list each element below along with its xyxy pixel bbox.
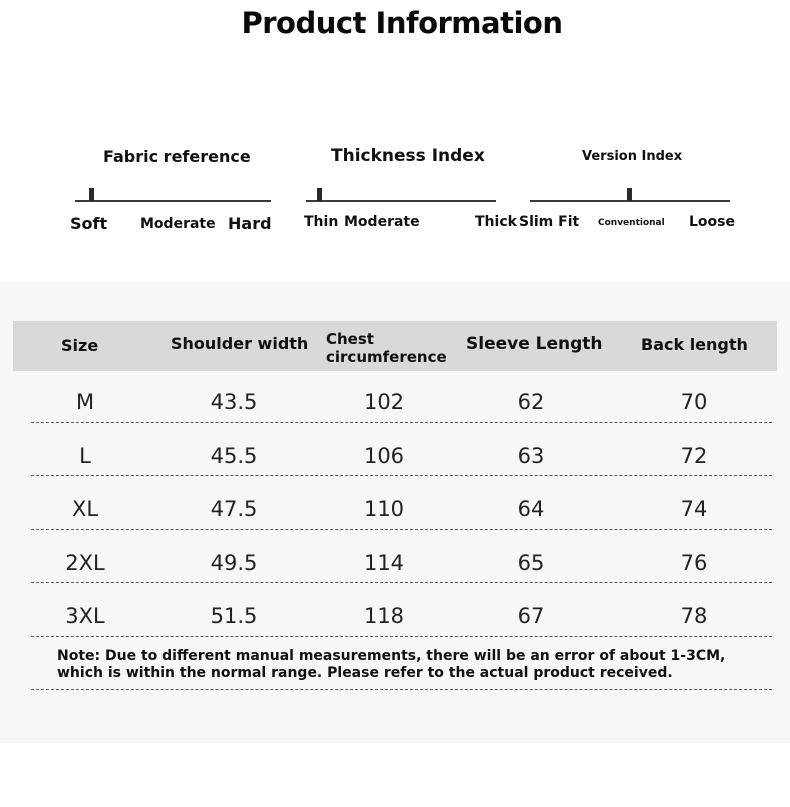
cell-shoulder: 47.5	[210, 497, 258, 521]
cell-size: XL	[71, 497, 99, 521]
cell-chest: 118	[363, 604, 405, 628]
page-title: Product Information	[241, 6, 563, 40]
cell-chest: 114	[363, 551, 405, 575]
header-back-length: Back length	[641, 335, 748, 354]
cell-chest: 102	[363, 390, 405, 414]
note-divider	[31, 689, 772, 690]
version-tick-slim-fit: Slim Fit	[519, 214, 580, 230]
fabric-reference-label: Fabric reference	[103, 147, 251, 166]
version-tick-conventional: Conventional	[598, 218, 665, 228]
cell-sleeve: 64	[517, 497, 545, 521]
size-table-header	[13, 321, 777, 371]
header-shoulder-width: Shoulder width	[171, 334, 309, 353]
version-index-label: Version Index	[582, 149, 683, 164]
cell-sleeve: 63	[517, 444, 545, 468]
cell-size: M	[75, 390, 95, 414]
fabric-scale-line	[75, 200, 271, 202]
cell-chest: 110	[363, 497, 405, 521]
cell-back: 70	[680, 390, 708, 414]
version-scale-marker	[627, 188, 632, 201]
header-chest-line2: circumference	[326, 348, 447, 366]
thickness-tick-thin: Thin	[304, 214, 339, 230]
row-divider	[31, 582, 772, 583]
cell-size: 3XL	[65, 604, 105, 628]
cell-shoulder: 45.5	[210, 444, 258, 468]
cell-back: 74	[680, 497, 708, 521]
row-divider	[31, 529, 772, 530]
cell-shoulder: 49.5	[210, 551, 258, 575]
cell-chest: 106	[363, 444, 405, 468]
thickness-index-label: Thickness Index	[331, 146, 485, 166]
cell-sleeve: 65	[517, 551, 545, 575]
cell-back: 78	[680, 604, 708, 628]
cell-back: 72	[680, 444, 708, 468]
cell-sleeve: 67	[517, 604, 545, 628]
fabric-tick-moderate: Moderate	[140, 216, 216, 232]
cell-size: L	[79, 444, 91, 468]
header-chest-circumference	[326, 330, 447, 366]
cell-sleeve: 62	[517, 390, 545, 414]
cell-back: 76	[680, 551, 708, 575]
header-size: Size	[61, 336, 99, 355]
thickness-tick-thick: Thick	[475, 214, 517, 230]
version-tick-loose: Loose	[689, 214, 735, 230]
cell-shoulder: 51.5	[210, 604, 258, 628]
cell-size: 2XL	[65, 551, 105, 575]
header-chest-line1: Chest	[326, 330, 374, 348]
row-divider	[31, 475, 772, 476]
thickness-scale-line	[306, 200, 496, 202]
fabric-scale-marker	[89, 188, 94, 201]
cell-shoulder: 43.5	[210, 390, 258, 414]
row-divider	[31, 422, 772, 423]
thickness-scale-marker	[317, 188, 322, 201]
fabric-tick-hard: Hard	[228, 214, 272, 233]
header-sleeve-length: Sleeve Length	[466, 334, 603, 354]
fabric-tick-soft: Soft	[70, 214, 108, 233]
thickness-tick-moderate: Moderate	[344, 214, 420, 230]
row-divider	[31, 636, 772, 637]
measurement-note: Note: Due to different manual measurements, there will be an error of about 1-3CM, which is within the normal range. Please refer to the actual product received.	[57, 648, 726, 681]
